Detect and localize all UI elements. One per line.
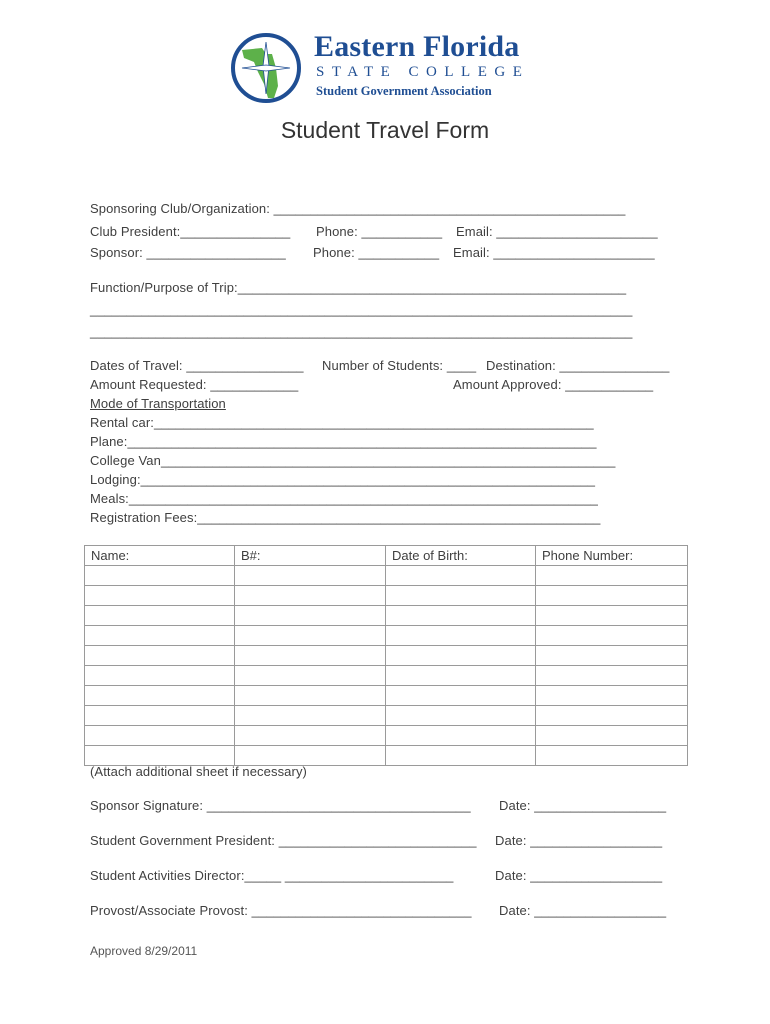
table-cell[interactable] [536, 686, 688, 706]
table-cell[interactable] [536, 746, 688, 766]
college-logo [228, 28, 548, 110]
meals-field[interactable]: Meals:________________________________________________________________ [90, 491, 599, 506]
sponsor-phone-field[interactable]: Phone: ___________ [313, 245, 440, 260]
table-cell[interactable] [85, 646, 235, 666]
sponsoring-club-field[interactable]: Sponsoring Club/Organization: ________________________________________________ [90, 201, 626, 216]
table-row [85, 626, 688, 646]
amount-requested-field[interactable]: Amount Requested: ____________ [90, 377, 299, 392]
table-cell[interactable] [536, 566, 688, 586]
bnumber-column-header: B#: [235, 546, 386, 566]
table-row [85, 606, 688, 626]
registration-fees-field[interactable]: Registration Fees:_______________________________________________________ [90, 510, 601, 525]
sga-president-signature-date[interactable]: Date: __________________ [495, 833, 663, 848]
table-cell[interactable] [235, 666, 386, 686]
table-cell[interactable] [536, 606, 688, 626]
plane-field[interactable]: Plane:________________________________________________________________ [90, 434, 597, 449]
table-cell[interactable] [235, 566, 386, 586]
table-row [85, 746, 688, 766]
table-cell[interactable] [85, 686, 235, 706]
sponsor-signature-date[interactable]: Date: __________________ [499, 798, 667, 813]
table-cell[interactable] [536, 666, 688, 686]
dates-of-travel-field[interactable]: Dates of Travel: ________________ [90, 358, 304, 373]
sponsor-field[interactable]: Sponsor: ___________________ [90, 245, 286, 260]
table-cell[interactable] [386, 606, 536, 626]
table-cell[interactable] [386, 726, 536, 746]
table-cell[interactable] [85, 586, 235, 606]
club-president-phone-field[interactable]: Phone: ___________ [316, 224, 443, 239]
table-cell[interactable] [386, 746, 536, 766]
sponsor-signature-field[interactable]: Sponsor Signature: ____________________________________ [90, 798, 471, 813]
table-header-row [85, 546, 688, 566]
table-cell[interactable] [85, 566, 235, 586]
club-president-field[interactable]: Club President:_______________ [90, 224, 291, 239]
table-cell[interactable] [235, 746, 386, 766]
table-cell[interactable] [85, 746, 235, 766]
table-cell[interactable] [85, 726, 235, 746]
provost-signature-date[interactable]: Date: __________________ [499, 903, 667, 918]
student-table [84, 545, 688, 766]
lodging-field[interactable]: Lodging:______________________________________________________________ [90, 472, 596, 487]
table-cell[interactable] [386, 686, 536, 706]
table-cell[interactable] [235, 586, 386, 606]
table-cell[interactable] [536, 626, 688, 646]
mode-of-transportation-heading: Mode of Transportation [90, 396, 226, 411]
destination-field[interactable]: Destination: _______________ [486, 358, 670, 373]
table-cell[interactable] [536, 646, 688, 666]
table-cell[interactable] [235, 706, 386, 726]
table-row [85, 646, 688, 666]
table-row [85, 686, 688, 706]
table-row [85, 706, 688, 726]
florida-compass-icon [228, 28, 304, 108]
function-purpose-field[interactable]: Function/Purpose of Trip:_____________________________________________________ [90, 280, 627, 295]
name-column-header: Name: [85, 546, 235, 566]
table-cell[interactable] [386, 706, 536, 726]
table-row [85, 566, 688, 586]
logo-org: Student Government Association [316, 84, 492, 98]
table-cell[interactable] [386, 566, 536, 586]
phone-column-header: Phone Number: [536, 546, 688, 566]
club-president-email-field[interactable]: Email: ______________________ [456, 224, 658, 239]
form-title: Student Travel Form [280, 117, 490, 143]
table-row [85, 726, 688, 746]
table-cell[interactable] [536, 726, 688, 746]
table-cell[interactable] [235, 686, 386, 706]
table-cell[interactable] [235, 646, 386, 666]
table-cell[interactable] [235, 626, 386, 646]
logo-subtitle: STATE COLLEGE [316, 64, 530, 80]
dob-column-header: Date of Birth: [386, 546, 536, 566]
sponsor-email-field[interactable]: Email: ______________________ [453, 245, 655, 260]
provost-signature-field[interactable]: Provost/Associate Provost: ______________________________ [90, 903, 472, 918]
table-row [85, 586, 688, 606]
number-of-students-field[interactable]: Number of Students: ____ [322, 358, 477, 373]
table-cell[interactable] [85, 706, 235, 726]
table-cell[interactable] [386, 646, 536, 666]
rental-car-field[interactable]: Rental car:____________________________________________________________ [90, 415, 594, 430]
table-row [85, 666, 688, 686]
activities-director-signature-date[interactable]: Date: __________________ [495, 868, 663, 883]
logo-title: Eastern Florida [314, 30, 520, 63]
purpose-line-3[interactable]: __________________________________________________________________________ [90, 324, 633, 339]
table-cell[interactable] [536, 586, 688, 606]
table-cell[interactable] [85, 666, 235, 686]
table-cell[interactable] [85, 606, 235, 626]
table-cell[interactable] [386, 586, 536, 606]
table-cell[interactable] [235, 606, 386, 626]
table-cell[interactable] [536, 706, 688, 726]
table-cell[interactable] [235, 726, 386, 746]
purpose-line-2[interactable]: __________________________________________________________________________ [90, 302, 633, 317]
sga-president-signature-field[interactable]: Student Government President: ___________________________ [90, 833, 477, 848]
activities-director-signature-field[interactable]: Student Activities Director:_____ _______________________ [90, 868, 454, 883]
amount-approved-field[interactable]: Amount Approved: ____________ [453, 377, 654, 392]
table-cell[interactable] [85, 626, 235, 646]
table-cell[interactable] [386, 626, 536, 646]
table-cell[interactable] [386, 666, 536, 686]
attach-note: (Attach additional sheet if necessary) [90, 764, 307, 779]
college-van-field[interactable]: College Van______________________________________________________________ [90, 453, 616, 468]
approved-date: Approved 8/29/2011 [90, 944, 198, 958]
